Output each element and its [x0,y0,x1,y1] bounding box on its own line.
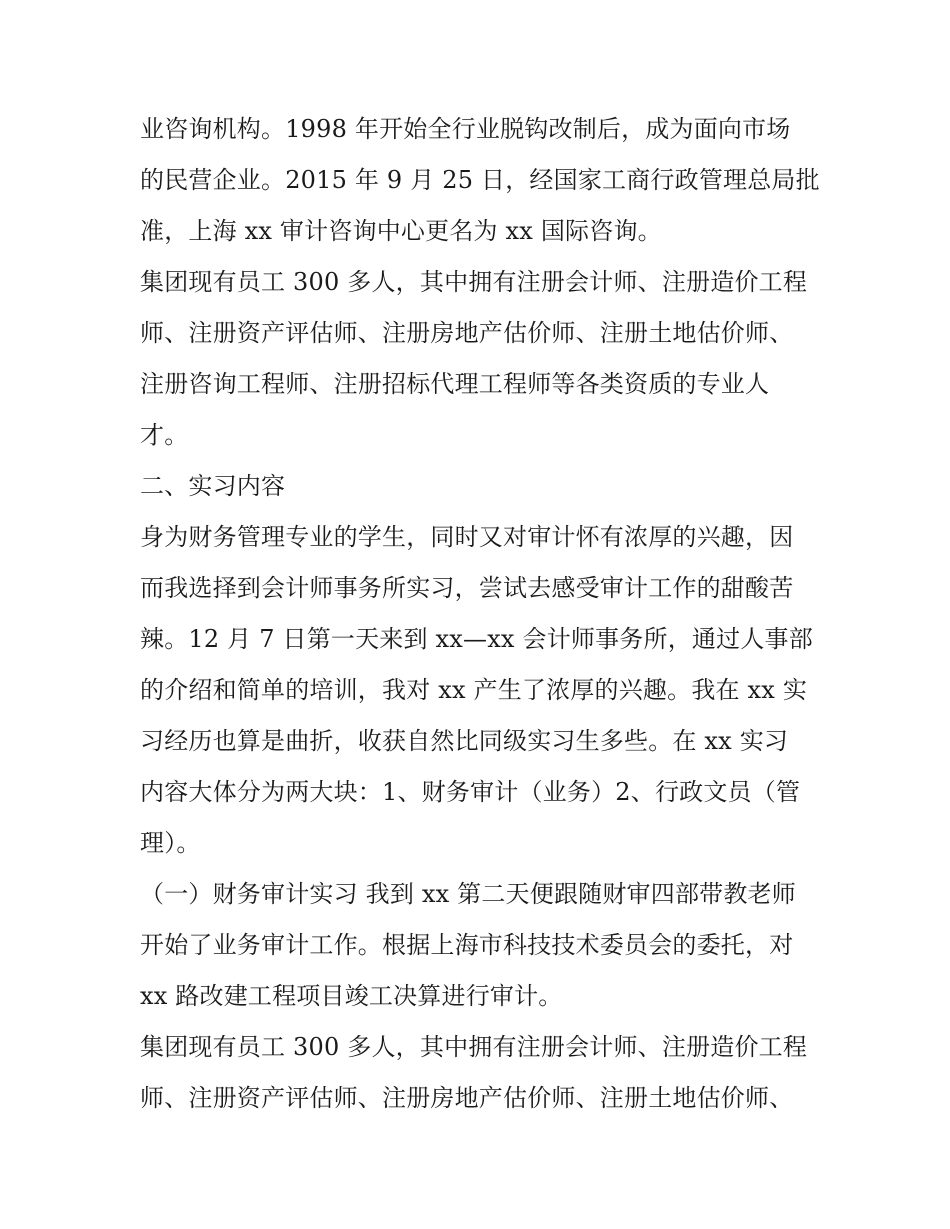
paragraph-line: 身为财务管理专业的学生，同时又对审计怀有浓厚的兴趣，因 [140,523,794,551]
paragraph-line: 才。 [140,421,189,449]
paragraph-line: 习经历也算是曲折，收获自然比同级实习生多些。在 xx 实习 [140,727,789,755]
paragraph-line: 集团现有员工 300 多人，其中拥有注册会计师、注册造价工程 [140,268,808,296]
paragraph-line: 理）。 [140,829,201,857]
paragraph-line: 而我选择到会计师事务所实习，尝试去感受审计工作的甜酸苦 [140,574,794,602]
paragraph-line: 注册咨询工程师、注册招标代理工程师等各类资质的专业人 [140,370,770,398]
paragraph-line: 的民营企业。2015 年 9 月 25 日，经国家工商行政管理总局批 [140,166,820,194]
paragraph-line: 业咨询机构。1998 年开始全行业脱钩改制后，成为面向市场 [140,115,791,143]
paragraph-line: 的介绍和简单的培训，我对 xx 产生了浓厚的兴趣。我在 xx 实 [140,676,808,704]
section-heading: 二、实习内容 [140,472,286,500]
paragraph-line: xx 路改建工程项目竣工决算进行审计。 [140,982,563,1010]
paragraph-line: 开始了业务审计工作。根据上海市科技技术委员会的委托，对 [140,931,794,959]
paragraph-line: 师、注册资产评估师、注册房地产估价师、注册土地估价师、 [140,319,794,347]
paragraph-line: 师、注册资产评估师、注册房地产估价师、注册土地估价师、 [140,1084,794,1112]
paragraph-line: 辣。12 月 7 日第一天来到 xx—xx 会计师事务所，通过人事部 [140,625,813,653]
paragraph-line: 内容大体分为两大块：1、财务审计（业务）2、行政文员（管 [140,778,801,806]
paragraph-line: （一）财务审计实习 我到 xx 第二天便跟随财审四部带教老师 [140,880,796,908]
paragraph-line: 集团现有员工 300 多人，其中拥有注册会计师、注册造价工程 [140,1033,808,1061]
paragraph-line: 准，上海 xx 审计咨询中心更名为 xx 国际咨询。 [140,217,662,245]
